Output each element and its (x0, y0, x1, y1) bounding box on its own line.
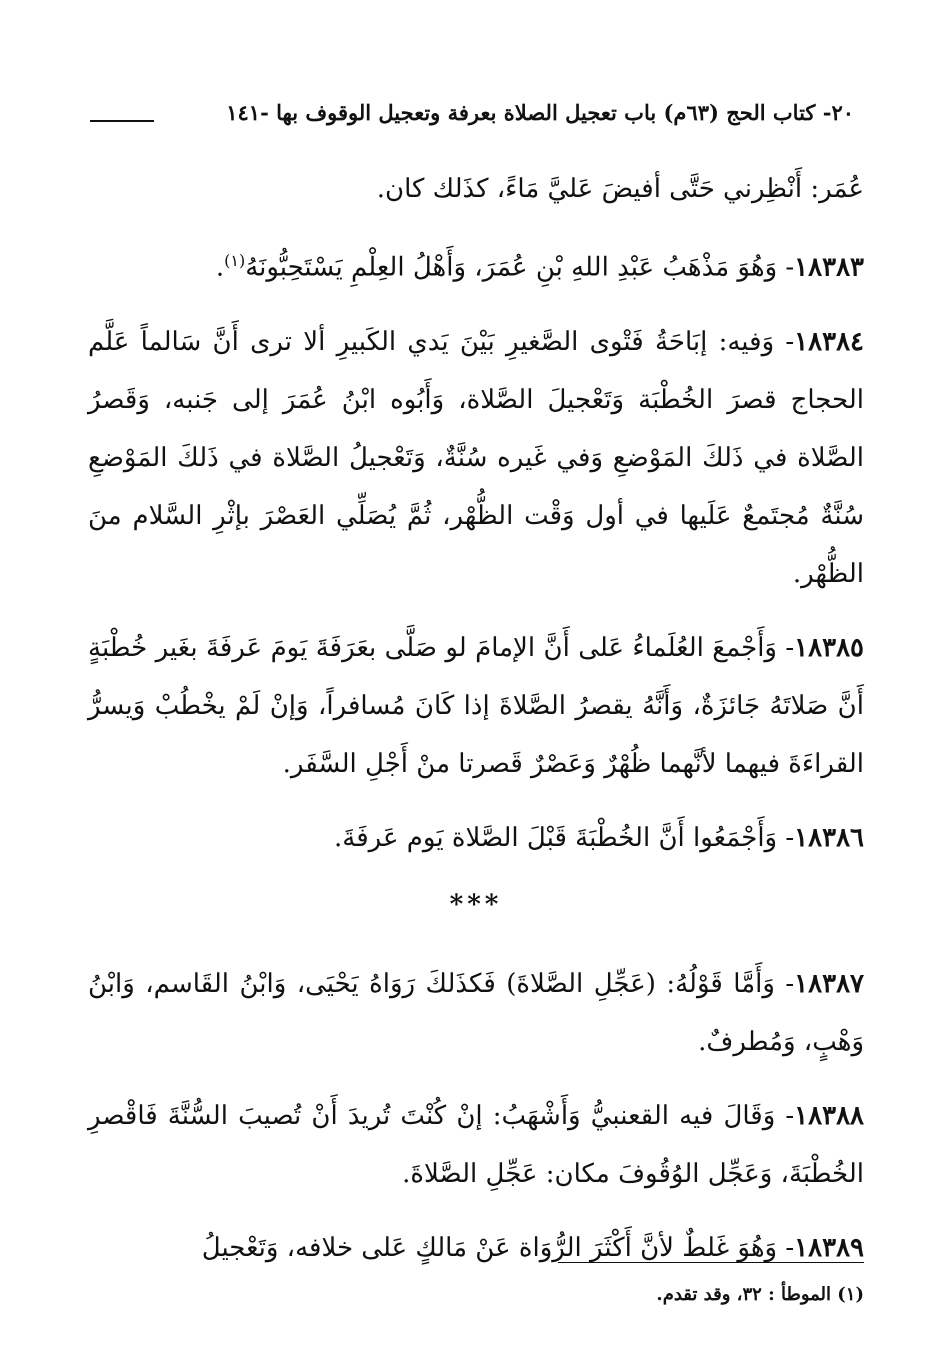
paragraph-text: - وَأَجْمعَ العُلَماءُ عَلى أَنَّ الإمامَ لو صَلَّى بعَرَفَةَ يَومَ عَرفَةَ بغَير خُطْبَةٍ أَنَّ صَلاتَهُ جَائزَةٌ، وَأَنَّهُ يقصرُ الصَّلاةَ إذا كَانَ مُسافراً، وَإنْ لَمْ يخْطُبْ وَيسرُّ القراءَةَ فيهما لأنَّهما ظُهْرٌ وَعَصْرٌ قَصرتا منْ أَجْلِ السَّفَر. (88, 632, 864, 779)
paragraph-continuation (88, 160, 864, 218)
main-text (88, 160, 864, 1293)
paragraph-text: - وَقَالَ فيه القعنبيُّ وَأَشْهَبُ: إنْ كُنْتَ تُريدَ أَنْ تُصيبَ السُّنَّةَ فَاقْصرِ الخُطْبَةَ، وَعَجِّل الوُقُوفَ مكان: عَجِّلِ الصَّلاةَ. (88, 1100, 864, 1189)
footnote-marker: (١) (224, 251, 246, 270)
paragraph-number: ١٨٣٨٥ (794, 632, 864, 663)
paragraph-number: ١٨٣٨٩ (794, 1232, 864, 1263)
paragraph-number: ١٨٣٨٨ (794, 1100, 864, 1131)
paragraph-number: ١٨٣٨٤ (794, 326, 864, 357)
running-header (90, 100, 854, 140)
paragraph-number: ١٨٣٨٧ (794, 968, 864, 999)
paragraph-text: - وَهُوَ غَلطٌ لأنَّ أَكْثَرَ الرُّوَاة عَنْ مَالكٍ عَلى خلافه، وَتَعْجيلُ (201, 1232, 795, 1263)
paragraph-text: - وَفيه: إبَاحَةُ فَتْوى الصَّغيرِ بَيْنَ يَدي الكَبيرِ ألا ترى أَنَّ سَالماً عَلَّم الحجاج قصرَ الخُطْبَة وَتَعْجيلَ الصَّلاة، وَأَبُوه ابْنُ عُمَرَ إلى جَنبه، وَقَصرُ الصَّلاة في ذَلكَ المَوْضعِ وَفي غَيره سُنَّةٌ، وَتَعْجيلُ الصَّلاة في ذَلكَ المَوْضعِ سُنَّةٌ مُجتَمعٌ عَلَيها في أول وَقْت الظُّهْر، ثُمَّ يُصَلِّي العَصْرَ بإثْرِ السَّلام منَ الظُّهْر. (88, 326, 864, 589)
paragraph-text: عُمَر: أَنْظِرني حَتَّى أفيضَ عَليَّ مَاءً، كذَلك كان. (376, 174, 864, 204)
paragraph-18387 (88, 955, 864, 1071)
paragraph-18389 (88, 1219, 864, 1277)
footnote-rule (558, 1262, 864, 1263)
paragraph-text: - وَأَمَّا قَوْلُهُ: (عَجِّلِ الصَّلاةَ) فَكذَلكَ رَوَاهُ يَحْيَى، وَابْنُ القَاسم، وَابْنُ وَهْبٍ، وَمُطرفٌ. (88, 968, 864, 1057)
paragraph-tail: . (215, 252, 225, 283)
paragraph-number: ١٨٣٨٦ (794, 822, 864, 853)
paragraph-text: - وَهُوَ مَذْهَبُ عَبْدِ اللهِ بْنِ عُمَرَ، وَأَهْلُ العِلْمِ يَسْتَحِبُّونَهُ (245, 252, 795, 283)
footnote: (١) الموطأ : ٣٢، وقد تقدم. (656, 1284, 864, 1305)
paragraph-18388 (88, 1087, 864, 1203)
paragraph-18384 (88, 313, 864, 603)
paragraph-number: ١٨٣٨٣ (794, 252, 864, 283)
paragraph-18386 (88, 809, 864, 867)
paragraph-18385 (88, 619, 864, 793)
header-rule (90, 120, 154, 122)
paragraph-text: - وَأَجْمَعُوا أَنَّ الخُطْبَةَ قَبْلَ الصَّلاة يَوم عَرفَةَ. (334, 822, 795, 853)
header-text: ٢٠- كتاب الحج (٦٣م) باب تعجيل الصلاة بعرفة وتعجيل الوقوف بها -١٤١ (226, 100, 854, 125)
paragraph-18383 (88, 232, 864, 297)
section-separator: *** (449, 889, 503, 920)
